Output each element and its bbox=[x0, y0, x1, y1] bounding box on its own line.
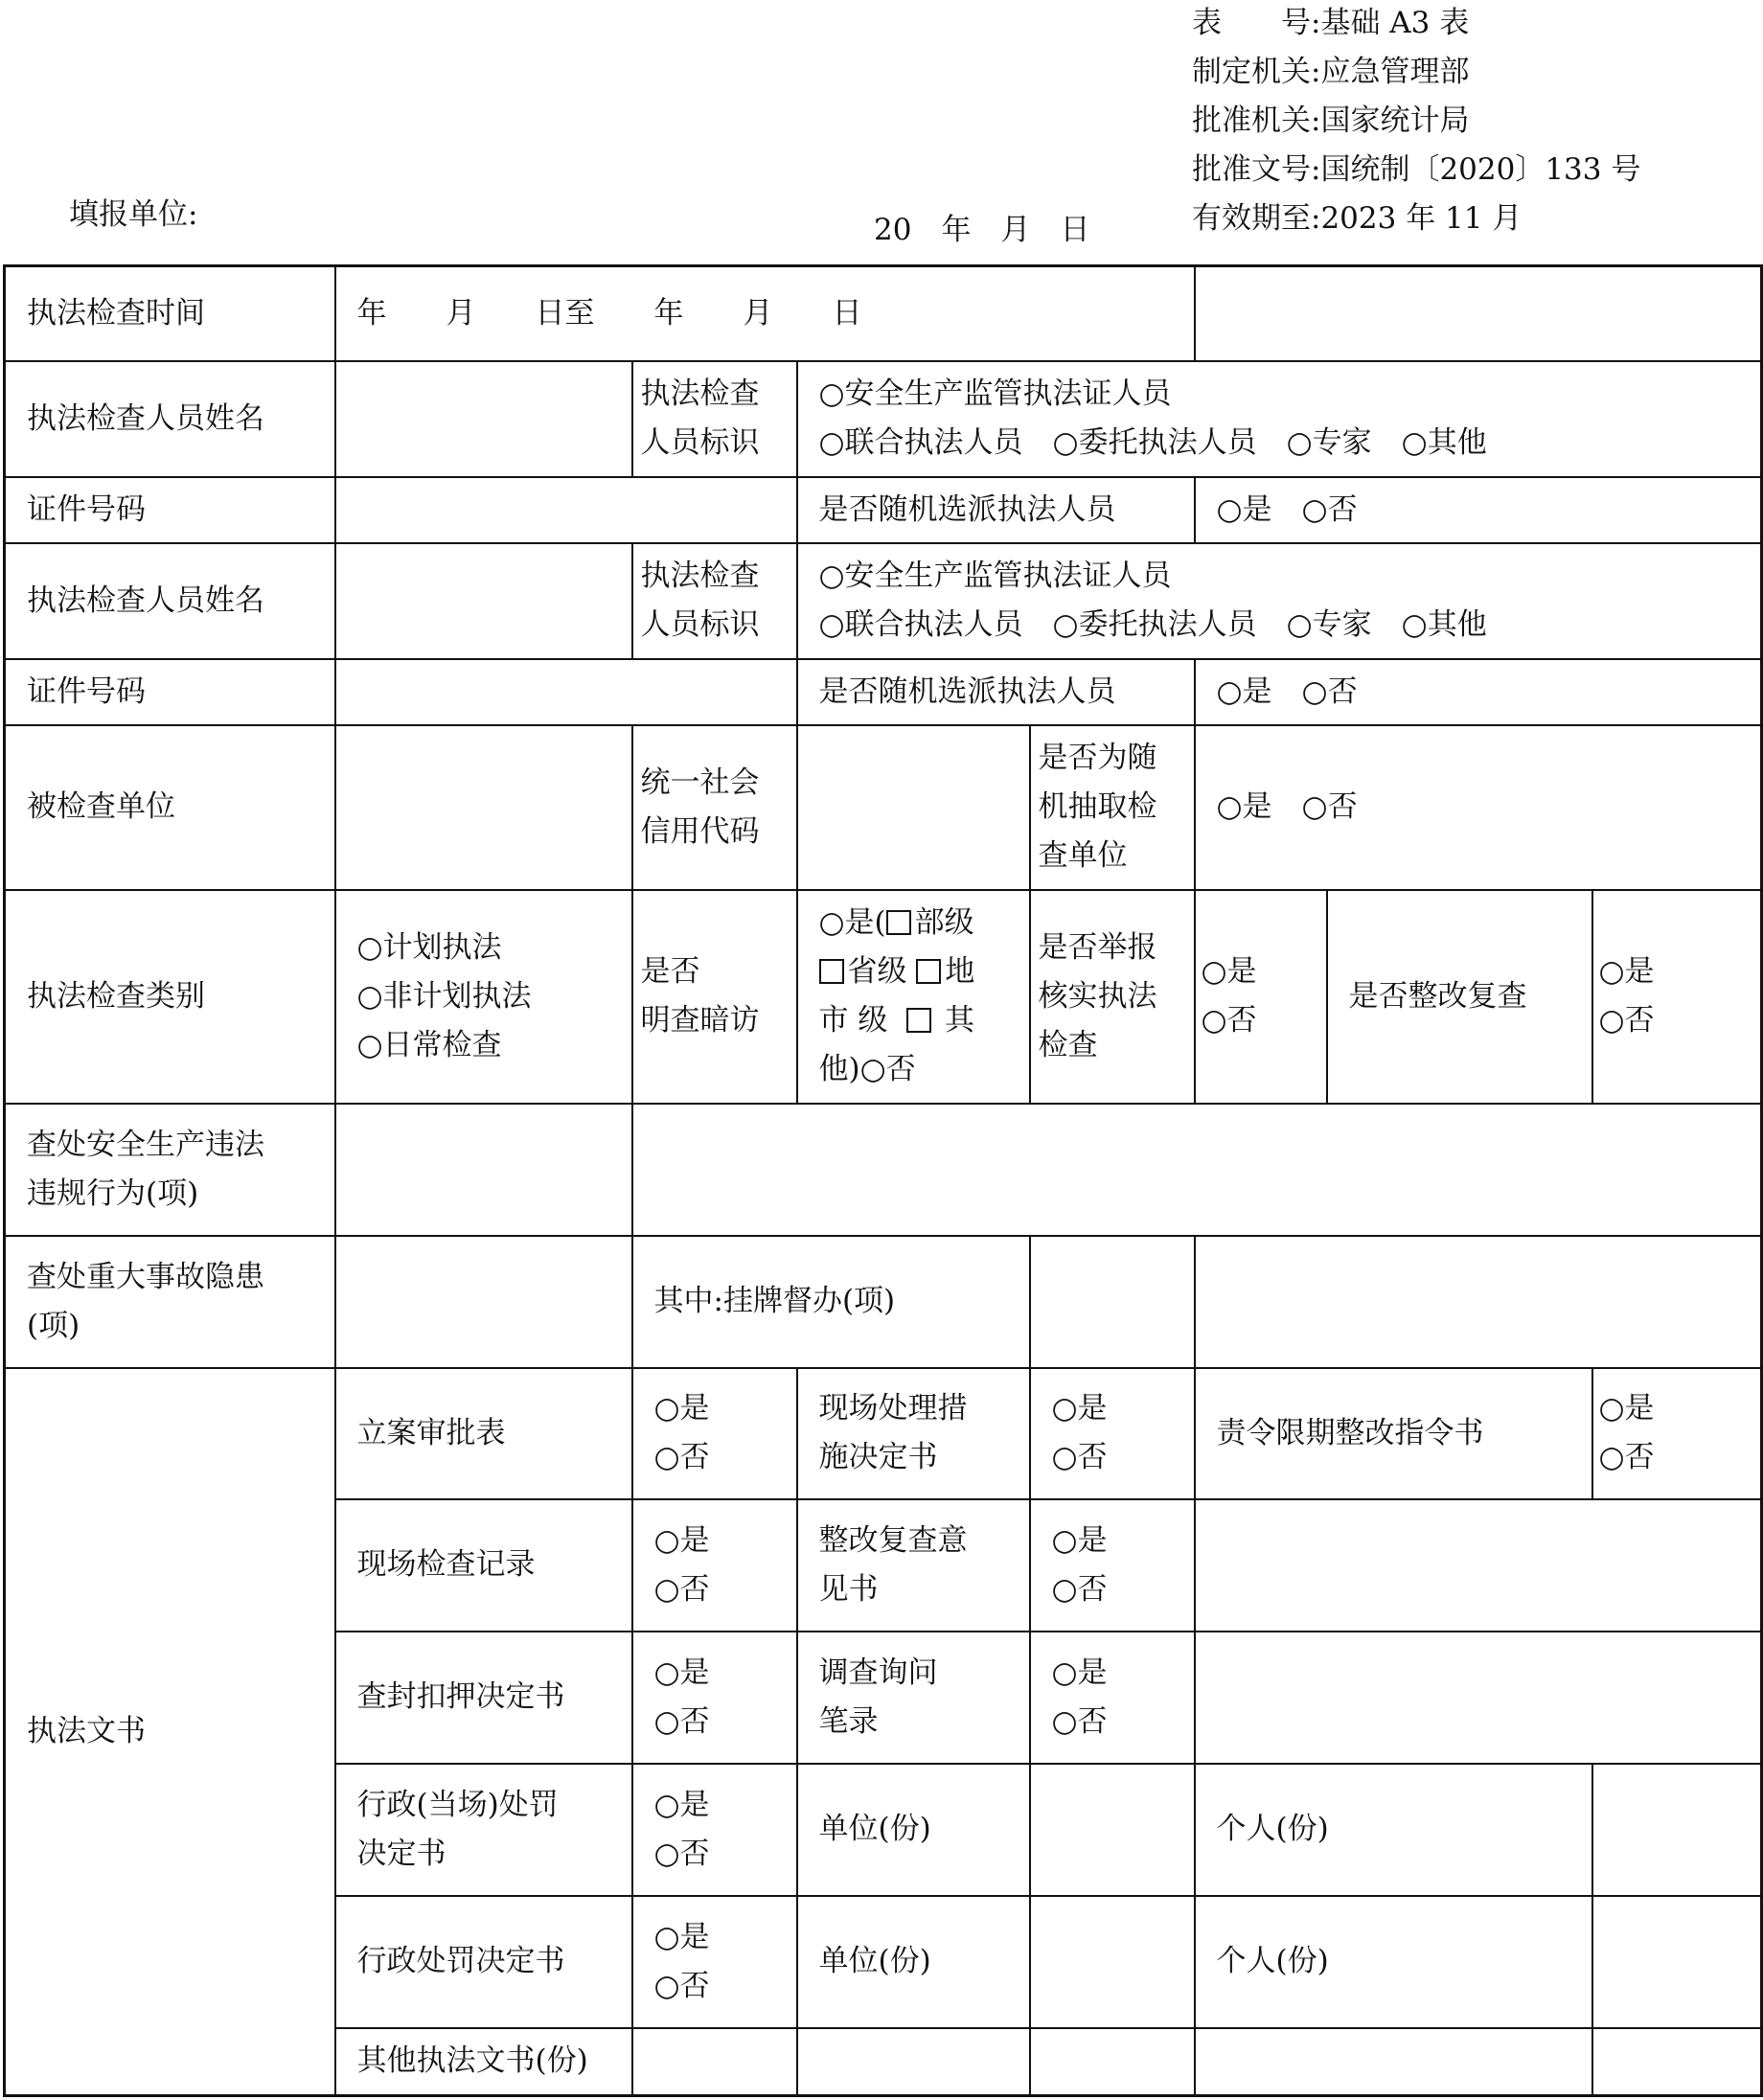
inquiry-record-options[interactable]: ○是 ○否 bbox=[1030, 1632, 1195, 1764]
other-docs-label: 其他执法文书(份) bbox=[335, 2028, 632, 2096]
checkbox-prefecture[interactable] bbox=[916, 959, 941, 984]
enforcement-docs-label: 执法文书 bbox=[5, 1368, 335, 2096]
random-unit-label: 是否为随 机抽取检 查单位 bbox=[1030, 725, 1195, 890]
admin-penalty-options[interactable]: ○是 ○否 bbox=[632, 1896, 797, 2028]
checkbox-province[interactable] bbox=[819, 959, 844, 984]
form-number: 表 号:基础 A3 表 bbox=[1192, 6, 1470, 40]
checkbox-other[interactable] bbox=[906, 1008, 931, 1033]
inspector-id-options[interactable]: ○安全生产监管执法证人员 ○联合执法人员 ○委托执法人员 ○专家 ○其他 bbox=[797, 361, 1762, 477]
unit-copies-field-2[interactable] bbox=[1030, 1896, 1195, 2028]
person-copies-field[interactable] bbox=[1592, 1764, 1762, 1896]
seal-decision-label: 查封扣押决定书 bbox=[335, 1632, 632, 1764]
violations-blank bbox=[632, 1104, 1762, 1236]
rectify-order-options[interactable]: ○是 ○否 bbox=[1592, 1368, 1762, 1499]
inspector-id-label-2: 执法检查 人员标识 bbox=[632, 543, 797, 659]
docs-blank-2 bbox=[1195, 1632, 1762, 1764]
inspection-time-label: 执法检查时间 bbox=[5, 266, 335, 361]
random-unit-options[interactable]: ○是 ○否 bbox=[1195, 725, 1762, 890]
person-copies-field-2[interactable] bbox=[1592, 1896, 1762, 2028]
filing-approval-options[interactable]: ○是 ○否 bbox=[632, 1368, 797, 1499]
admin-penalty-label: 行政处罚决定书 bbox=[335, 1896, 632, 2028]
inspection-time-field[interactable]: 年 月 日至 年 月 日 bbox=[335, 266, 1195, 361]
report-verify-label: 是否举报 核实执法 检查 bbox=[1030, 890, 1195, 1104]
inquiry-record-label: 调查询问 笔录 bbox=[797, 1632, 1030, 1764]
random-assign-label: 是否随机选派执法人员 bbox=[797, 477, 1195, 543]
inspection-form-table bbox=[3, 264, 1763, 2097]
seal-decision-options[interactable]: ○是 ○否 bbox=[632, 1632, 797, 1764]
report-verify-options[interactable]: ○是 ○否 bbox=[1195, 890, 1327, 1104]
person-copies-label-2: 个人(份) bbox=[1195, 1896, 1592, 2028]
onsite-measure-label: 现场处理措 施决定书 bbox=[797, 1368, 1030, 1499]
report-date: 20 年 月 日 bbox=[874, 213, 1090, 247]
cert-number-field-2[interactable] bbox=[335, 659, 797, 725]
violations-field[interactable] bbox=[335, 1104, 632, 1236]
filing-approval-label: 立案审批表 bbox=[335, 1368, 632, 1499]
inspection-time-blank bbox=[1195, 266, 1762, 361]
hazards-blank bbox=[1195, 1236, 1762, 1368]
other-docs-field[interactable] bbox=[632, 2028, 797, 2096]
inspection-category-label: 执法检查类别 bbox=[5, 890, 335, 1104]
review-opinion-options[interactable]: ○是 ○否 bbox=[1030, 1499, 1195, 1632]
unit-copies-field[interactable] bbox=[1030, 1764, 1195, 1896]
inspector-name-field-2[interactable] bbox=[335, 543, 632, 659]
random-assign-options-2[interactable]: ○是 ○否 bbox=[1195, 659, 1762, 725]
onsite-measure-options[interactable]: ○是 ○否 bbox=[1030, 1368, 1195, 1499]
inspector-id-label: 执法检查 人员标识 bbox=[632, 361, 797, 477]
unit-copies-label: 单位(份) bbox=[797, 1764, 1030, 1896]
valid-until: 有效期至:2023 年 11 月 bbox=[1192, 201, 1523, 236]
admin-onsite-penalty-label: 行政(当场)处罚 决定书 bbox=[335, 1764, 632, 1896]
inspector-name-label-2: 执法检查人员姓名 bbox=[5, 543, 335, 659]
random-assign-label-2: 是否随机选派执法人员 bbox=[797, 659, 1195, 725]
admin-onsite-penalty-options[interactable]: ○是 ○否 bbox=[632, 1764, 797, 1896]
secret-visit-label: 是否 明查暗访 bbox=[632, 890, 797, 1104]
inspector-id-options-2[interactable]: ○安全生产监管执法证人员 ○联合执法人员 ○委托执法人员 ○专家 ○其他 bbox=[797, 543, 1762, 659]
onsite-record-label: 现场检查记录 bbox=[335, 1499, 632, 1632]
major-hazards-label: 查处重大事故隐患 (项) bbox=[5, 1236, 335, 1368]
inspection-category-options[interactable]: ○计划执法 ○非计划执法 ○日常检查 bbox=[335, 890, 632, 1104]
form-metadata bbox=[1192, 0, 1640, 244]
person-copies-label: 个人(份) bbox=[1195, 1764, 1592, 1896]
listed-supervision-field[interactable] bbox=[1030, 1236, 1195, 1368]
reporting-unit-label: 填报单位: bbox=[69, 197, 198, 232]
other-docs-blank-1 bbox=[797, 2028, 1030, 2096]
onsite-record-options[interactable]: ○是 ○否 bbox=[632, 1499, 797, 1632]
rectify-review-options[interactable]: ○是 ○否 bbox=[1592, 890, 1762, 1104]
approval-number: 批准文号:国统制〔2020〕133 号 bbox=[1192, 152, 1641, 187]
credit-code-label: 统一社会 信用代码 bbox=[632, 725, 797, 890]
inspected-unit-field[interactable] bbox=[335, 725, 632, 890]
random-assign-options[interactable]: ○是 ○否 bbox=[1195, 477, 1762, 543]
major-hazards-field[interactable] bbox=[335, 1236, 632, 1368]
docs-blank-1 bbox=[1195, 1499, 1762, 1632]
checkbox-ministry[interactable] bbox=[886, 910, 911, 935]
inspector-name-field[interactable] bbox=[335, 361, 632, 477]
cert-number-label: 证件号码 bbox=[5, 477, 335, 543]
credit-code-field[interactable] bbox=[797, 725, 1030, 890]
unit-copies-label-2: 单位(份) bbox=[797, 1896, 1030, 2028]
rectify-review-label: 是否整改复查 bbox=[1327, 890, 1592, 1104]
rectify-order-label: 责令限期整改指令书 bbox=[1195, 1368, 1592, 1499]
inspector-name-label: 执法检查人员姓名 bbox=[5, 361, 335, 477]
approving-authority: 批准机关:国家统计局 bbox=[1192, 103, 1470, 138]
listed-supervision-label: 其中:挂牌督办(项) bbox=[632, 1236, 1030, 1368]
review-opinion-label: 整改复查意 见书 bbox=[797, 1499, 1030, 1632]
cert-number-field[interactable] bbox=[335, 477, 797, 543]
cert-number-label-2: 证件号码 bbox=[5, 659, 335, 725]
inspected-unit-label: 被检查单位 bbox=[5, 725, 335, 890]
secret-visit-options[interactable]: ○是( 部级 省级 地 市 级 其 他)○否 bbox=[797, 890, 1030, 1104]
other-docs-blank-3 bbox=[1195, 2028, 1592, 2096]
other-docs-blank-4 bbox=[1592, 2028, 1762, 2096]
issuing-authority: 制定机关:应急管理部 bbox=[1192, 55, 1470, 89]
other-docs-blank-2 bbox=[1030, 2028, 1195, 2096]
violations-label: 查处安全生产违法 违规行为(项) bbox=[5, 1104, 335, 1236]
